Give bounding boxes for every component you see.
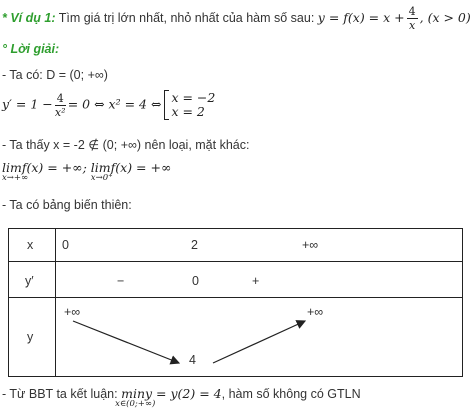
limit-two	[90, 160, 113, 183]
limit-two-word: lim	[90, 160, 111, 175]
limit-one	[2, 160, 29, 183]
limit-one-word: lim	[2, 160, 22, 175]
derivative-rhs: = 0 ⇔ x² = 4 ⇔	[67, 96, 162, 112]
solution-bracket	[164, 90, 169, 120]
min-operator	[115, 386, 156, 409]
limit-two-sub: x→0⁺	[90, 173, 113, 183]
solution-label: ° Lời giải:	[2, 42, 60, 56]
variation-arrows	[9, 229, 464, 378]
y-value-left: +∞	[64, 305, 81, 319]
observation-line: - Ta thấy x = -2 ∉ (0; +∞) nên loại, mặt khác:	[2, 138, 250, 152]
x-value-start: 0	[62, 238, 69, 252]
min-rhs: = y(2) = 4	[156, 386, 222, 401]
derivative-fraction	[55, 93, 66, 118]
y-value-minimum: 4	[189, 353, 196, 367]
problem-line	[2, 6, 471, 31]
limit-one-expr: f(x) = +∞;	[21, 160, 87, 175]
root-one: x = −2	[171, 90, 216, 105]
min-word: miny	[121, 386, 153, 401]
domain-line: - Ta có: D = (0; +∞)	[2, 68, 108, 82]
row-y-label: y	[27, 330, 34, 344]
derivative-lhs: y′ = 1 −	[2, 96, 53, 112]
conclusion-prefix: - Từ BBT ta kết luận:	[2, 387, 118, 401]
table-intro: - Ta có bảng biến thiên:	[2, 198, 132, 212]
formula-lhs: y = f(x) = x +	[317, 10, 405, 25]
deriv-sign-negative: −	[117, 274, 125, 288]
conclusion-line	[2, 386, 361, 409]
y-value-right: +∞	[307, 305, 324, 319]
problem-label: * Ví dụ 1:	[2, 11, 56, 25]
increasing-arrow	[213, 321, 305, 363]
variation-table	[8, 228, 463, 377]
deriv-sign-positive: +	[252, 274, 260, 288]
min-subscript: x∈(0;+∞)	[115, 399, 156, 409]
row-deriv-label: y′	[25, 274, 34, 288]
deriv-zero: 0	[192, 274, 199, 288]
x-value-critical: 2	[191, 238, 198, 252]
fraction-denominator: x	[409, 19, 416, 32]
solution-heading	[2, 42, 59, 56]
conclusion-formula	[115, 386, 222, 409]
limit-one-sub: x→+∞	[2, 173, 29, 183]
limits-line	[2, 160, 172, 183]
derivative-denominator: x²	[54, 105, 66, 119]
limit-two-expr: f(x) = +∞	[110, 160, 172, 175]
roots-system	[171, 91, 215, 119]
formula-condition: , (x > 0)	[419, 10, 471, 25]
problem-text: Tìm giá trị lớn nhất, nhỏ nhất của hàm số sau:	[58, 11, 315, 25]
derivative-numerator: 4	[56, 91, 64, 105]
decreasing-arrow	[73, 321, 179, 363]
x-value-end: +∞	[302, 238, 319, 252]
formula-fraction	[407, 6, 418, 31]
fraction-numerator: 4	[408, 5, 416, 18]
root-two: x = 2	[171, 104, 205, 119]
derivative-line	[2, 90, 215, 120]
problem-formula	[317, 5, 471, 32]
conclusion-suffix: , hàm số không có GTLN	[221, 387, 361, 401]
row-x-label: x	[27, 238, 34, 252]
